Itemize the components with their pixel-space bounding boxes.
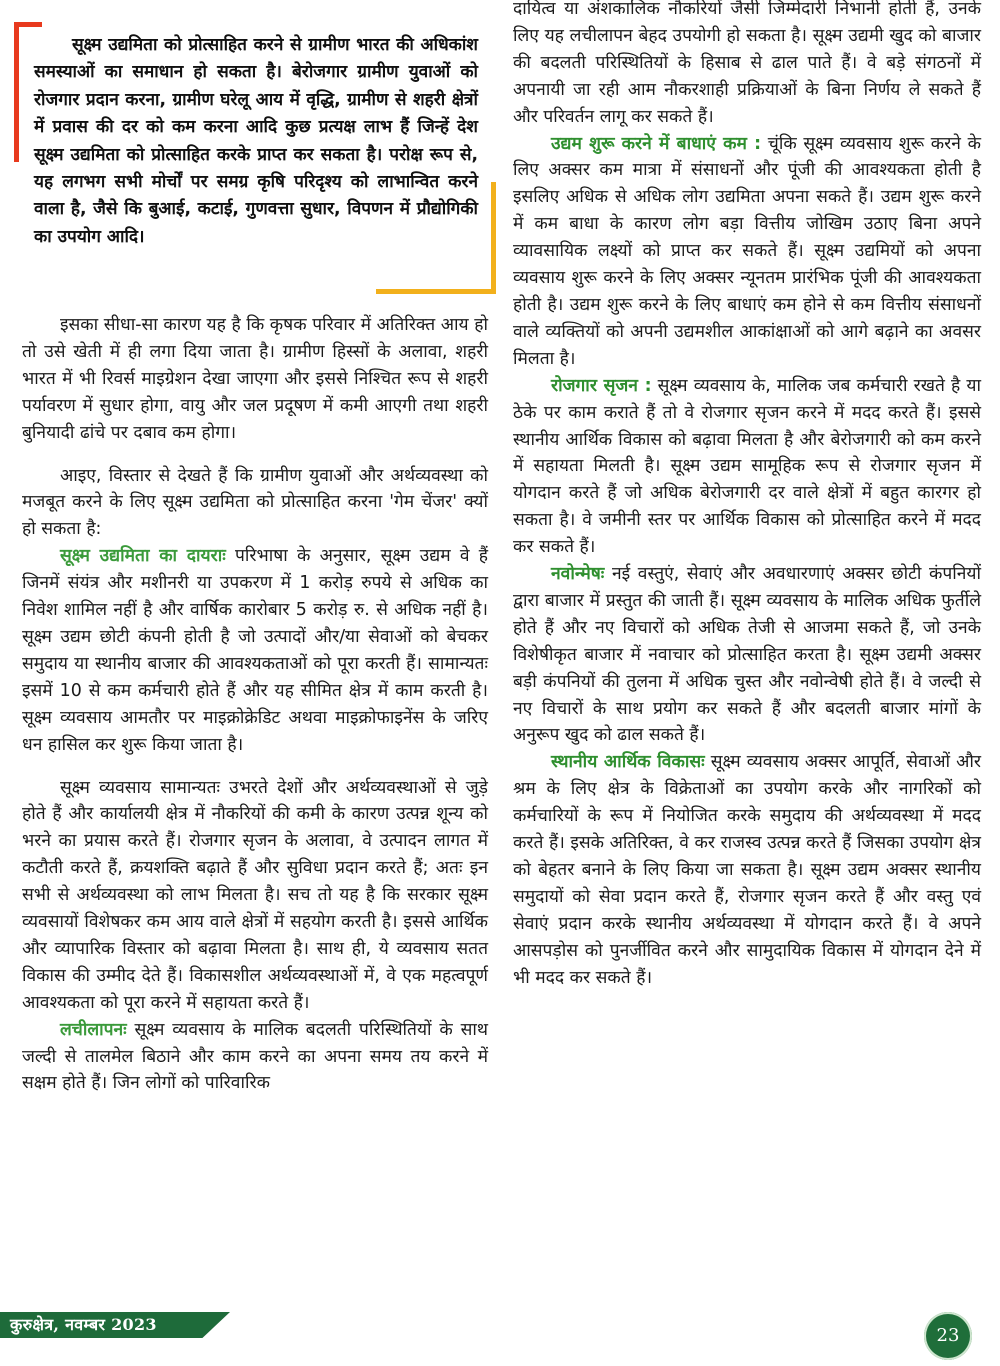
left-paragraph-2: आइए, विस्तार से देखते हैं कि ग्रामीण युवाओं और अर्थव्यवस्था को मजबूत करने के लिए सूक्ष्म उद्यमिता को प्रोत्साहित करना 'गेम चेंजर' क्यों हो सकता है:	[22, 465, 488, 540]
heading-low-barriers: उद्यम शुरू करने में बाधाएं कम :	[551, 133, 762, 154]
low-barriers-body: चूंकि सूक्ष्म व्यवसाय शुरू करने के लिए अक्सर कम मात्रा में संसाधनों और पूंजी की आवश्यकता होती है इसलिए अधिक से अधिक लोग उद्यमिता अपना सकते हैं। उद्यम शुरू करने में कम बाधा के कारण लोग बड़ा वित्तीय जोखिम उठाए बिना अपने व्यावसायिक लक्ष्यों को प्राप्त कर सकते हैं। सूक्ष्म उद्यमियों को अपना व्यवसाय शुरू करने के लिए अक्सर न्यूनतम प्रारंभिक पूंजी की आवश्यकता होती है। उद्यम शुरू करने के लिए बाधाएं कम होने से कम वित्तीय संसाधनों वाले व्यक्तियों को अपनी उद्यमशील आकांक्षाओं को आगे बढ़ाने का अवसर मिलता है।	[513, 133, 981, 369]
left-paragraph-5	[22, 1017, 488, 1098]
scope-body: परिभाषा के अनुसार, सूक्ष्म उद्यम वे हैं जिनमें संयंत्र और मशीनरी या उपकरण में 1 करोड़ रुपये से अधिक का निवेश शामिल नहीं है और वार्षिक कारोबार 5 करोड़ रु. से अधिक नहीं है। सूक्ष्म उद्यम छोटी कंपनी होती है जो उत्पादों और/या सेवाओं को बेचकर समुदाय या स्थानीय बाजार की आवश्यकताओं को पूरा करती हैं। सामान्यतः इसमें 10 से कम कर्मचारी होते हैं और यह सीमित क्षेत्र में काम करती है। सूक्ष्म व्यवसाय आमतौर पर माइक्रोक्रेडिट अथवा माइक्रोफाइनेंस के जरिए धन हासिल कर शुरू किया जाता है।	[22, 546, 489, 755]
left-column	[22, 312, 488, 1097]
heading-innovation: नवोन्मेषः	[551, 564, 605, 585]
right-paragraph-1	[513, 131, 981, 373]
highlight-text: सूक्ष्म उद्यमिता को प्रोत्साहित करने से ग्रामीण भारत की अधिकांश समस्याओं का समाधान हो सकता है। बेरोजगार ग्रामीण युवाओं को रोजगार प्रदान करना, ग्रामीण घरेलू आय में वृद्धि, ग्रामीण से शहरी क्षेत्रों में प्रवास की दर को कम करना आदि कुछ प्रत्यक्ष लाभ हैं जिन्हें देश सूक्ष्म उद्यमिता को प्रोत्साहित करके प्राप्त कर सकता है। परोक्ष रूप से, यह लगभग सभी मोर्चों पर समग्र कृषि परिदृश्य को लाभान्वित करने वाला है, जैसे कि बुआई, कटाई, गुणवत्ता सुधार, विपणन में प्रौद्योगिकी का उपयोग आदि।	[34, 35, 478, 247]
local-development-body: सूक्ष्म व्यवसाय अक्सर आपूर्ति, सेवाओं और श्रम के लिए क्षेत्र के विक्रेताओं का उपयोग करके और नागरिकों को कर्मचारियों के रूप में नियोजित करके समुदाय की अर्थव्यवस्था में मदद करते हैं। इसके अतिरिक्त, वे कर राजस्व उत्पन्न करते हैं जिसका उपयोग क्षेत्र को बेहतर बनाने के लिए किया जा सकता है। सूक्ष्म उद्यम अक्सर स्थानीय समुदायों को सेवा प्रदान करते हैं, रोजगार सृजन करते हैं और वस्तु एवं सेवाएं प्रदान करके स्थानीय अर्थव्यवस्था में योगदान करते हैं। वे अपने आसपड़ोस को पुनर्जीवित करने और सामुदायिक विकास में योगदान देने में भी मदद कर सकते हैं।	[513, 752, 981, 988]
heading-employment: रोजगार सृजन :	[551, 375, 652, 396]
heading-scope: सूक्ष्म उद्यमिता का दायराः	[60, 546, 226, 567]
box-yellow-bar	[491, 182, 496, 294]
right-column	[513, 0, 981, 992]
right-paragraph-2	[513, 373, 981, 561]
heading-flexibility: लचीलापनः	[60, 1019, 127, 1040]
left-paragraph-4: सूक्ष्म व्यवसाय सामान्यतः उभरते देशों और अर्थव्यवस्थाओं से जुड़े होते हैं और कार्यालयी क्षेत्र में नौकरियों की कमी के कारण उत्पन्न शून्य को भरने का प्रयास करते हैं। रोजगार सृजन के अलावा, वे उत्पादन लागत में कटौती करते हैं, क्रयशक्ति बढ़ाते हैं और सुविधा प्रदान करते हैं; अतः इन सभी से अर्थव्यवस्था को लाभ मिलता है। सच तो यह है कि सरकार सूक्ष्म व्यवसायों विशेषकर कम आय वाले क्षेत्रों में सहयोग करती है। इससे आर्थिक और व्यापारिक विस्तार को बढ़ावा मिलता है। साथ ही, ये व्यवसाय सतत विकास की उम्मीद देते हैं। विकासशील अर्थव्यवस्थाओं में, वे एक महत्वपूर्ण आवश्यकता को पूरा करने में सहायता करते हैं।	[22, 777, 488, 1013]
innovation-body: नई वस्तुएं, सेवाएं और अवधारणाएं अक्सर छोटी कंपनियों द्वारा बाजार में प्रस्तुत की जाती हैं। सूक्ष्म व्यवसाय के मालिक अधिक फुर्तीले होते हैं और नए विचारों को अधिक तेजी से आजमा सकते हैं, जो उनके विशेषीकृत बाजार में नवाचार को प्रोत्साहित करता है। सूक्ष्म उद्यमी अक्सर बड़ी कंपनियों की तुलना में अधिक चुस्त और नवोन्वेषी होते हैं। वे जल्दी से नए विचारों के साथ प्रयोग कर सकते हैं और बदलती बाजार मांगों के अनुरूप खुद को ढाल सकते हैं।	[513, 564, 981, 746]
right-paragraph-3	[513, 561, 981, 749]
employment-body: सूक्ष्म व्यवसाय के, मालिक जब कर्मचारी रखते है या ठेके पर काम कराते हैं तो वे रोजगार सृजन करने में मदद करते हैं। इससे स्थानीय आर्थिक विकास को बढ़ावा मिलता है और बेरोजगारी को कम करने में सहायता मिलती है। सूक्ष्म उद्यम सामूहिक रूप से रोजगार सृजन में योगदान करते हैं जो अधिक बेरोजगारी दर वाले क्षेत्रों में बहुत कारगर हो सकता है। वे जमीनी स्तर पर आर्थिक विकास को प्रोत्साहित करने में मदद कर सकते हैं।	[513, 375, 981, 558]
left-paragraph-3	[22, 543, 488, 758]
left-paragraph-1: इसका सीधा-सा कारण यह है कि कृषक परिवार में अतिरिक्त आय हो तो उसे खेती में ही लगा दिया जाता है। ग्रामीण हिस्सों के अलावा, शहरी भारत में भी रिवर्स माइग्रेशन देखा जाएगा और इससे निश्चित रूप से शहरी पर्यावरण में सुधार होगा, वायु और जल प्रदूषण में कमी आएगी तथा शहरी बुनियादी ढांचे पर दबाव कम होगा।	[22, 315, 488, 443]
page-number: 23	[936, 1325, 960, 1346]
right-paragraph-4	[513, 749, 981, 991]
right-paragraph-0: दायित्व या अंशकालिक नौकरियों जैसी जिम्मेदारी निभानी होती हैं, उनके लिए यह लचीलापन बेहद उपयोगी हो सकता है। सूक्ष्म उद्यमी खुद को बाजार की बदलती परिस्थितियों के हिसाब से ढाल पाते हैं। वे बड़े संगठनों में अपनायी जा रही आम नौकरशाही प्रक्रियाओं के बिना निर्णय ले सकते हैं और परिवर्तन लागू कर सकते हैं।	[513, 0, 981, 127]
heading-local-development: स्थानीय आर्थिक विकासः	[551, 752, 705, 773]
flexibility-body: सूक्ष्म व्यवसाय के मालिक बदलती परिस्थितियों के साथ जल्दी से तालमेल बिठाने और काम करने का अपना समय तय करने में सक्षम होते हैं। जिन लोगों को पारिवारिक	[22, 1019, 488, 1094]
box-red-corner	[14, 22, 42, 27]
footer-magazine: कुरुक्षेत्र, नवम्बर 2023	[10, 1315, 157, 1334]
box-yellow-corner	[376, 289, 496, 294]
highlight-box	[14, 22, 496, 294]
box-red-bar	[14, 22, 19, 162]
